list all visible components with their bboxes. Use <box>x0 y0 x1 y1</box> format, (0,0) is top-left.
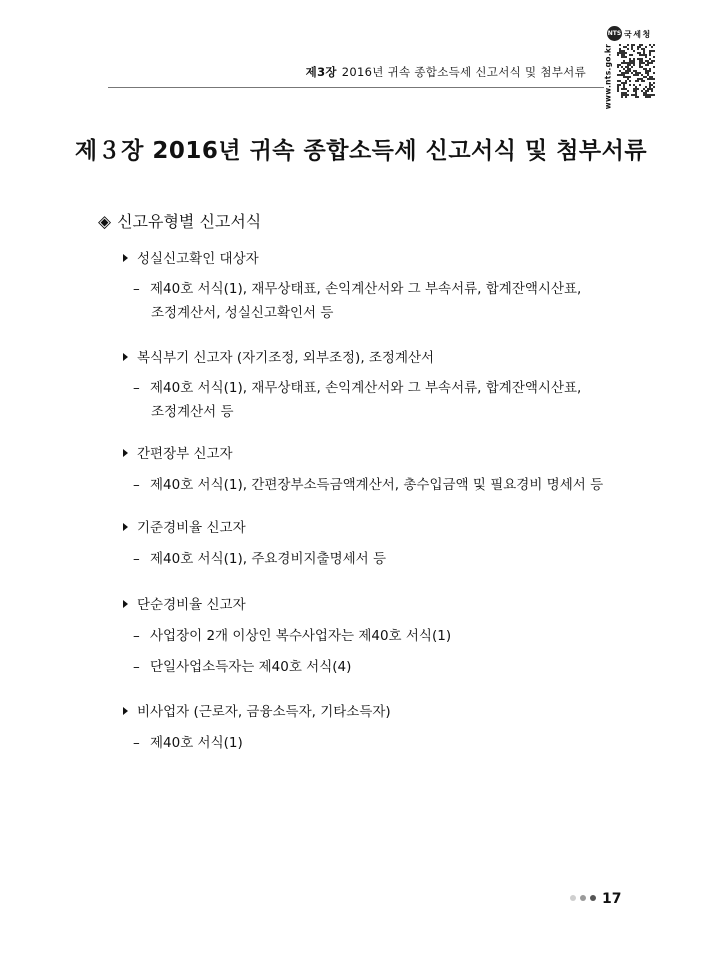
page-number: 17 <box>602 891 622 907</box>
item-label: 성실신고확인 대상자 <box>137 251 259 267</box>
qr-code-icon <box>617 44 655 98</box>
triangle-bullet-icon <box>123 254 128 262</box>
triangle-bullet-icon <box>123 449 128 457</box>
sub-item-text: 사업장이 2개 이상인 복수사업자는 제40호 서식(1) <box>150 628 452 644</box>
logo-name: 국세청 <box>624 30 652 39</box>
dash-bullet: – <box>133 477 140 493</box>
dash-bullet: – <box>133 551 140 567</box>
sub-item-text: 제40호 서식(1), 재무상태표, 손익계산서와 그 부속서류, 합계잔액시산표, <box>150 380 582 396</box>
sub-item <box>133 655 351 675</box>
dash-bullet: – <box>133 281 140 297</box>
sub-item-text: 제40호 서식(1) <box>150 735 243 751</box>
section-heading <box>98 209 261 232</box>
triangle-bullet-icon <box>123 707 128 715</box>
nts-logo <box>603 24 658 110</box>
dash-bullet: – <box>133 628 140 644</box>
sub-item-text: 제40호 서식(1), 주요경비지출명세서 등 <box>150 551 387 567</box>
sub-item <box>133 547 386 567</box>
sub-item-continuation: 조정계산서 등 <box>151 404 234 420</box>
list-item <box>123 247 259 267</box>
triangle-bullet-icon <box>123 353 128 361</box>
sub-item-text: 제40호 서식(1), 간편장부소득금액계산서, 총수입금액 및 필요경비 명세서 등 <box>150 477 604 493</box>
triangle-bullet-icon <box>123 523 128 531</box>
dash-bullet: – <box>133 659 140 675</box>
triangle-bullet-icon <box>123 600 128 608</box>
diamond-bullet-icon: ◈ <box>98 212 112 232</box>
dash-bullet: – <box>133 735 140 751</box>
sub-item <box>133 277 581 297</box>
sub-item-text: 제40호 서식(1), 재무상태표, 손익계산서와 그 부속서류, 합계잔액시산표, <box>150 281 582 297</box>
list-item <box>123 346 434 366</box>
sub-item <box>133 624 451 644</box>
logo-url: www.nts.go.kr <box>603 43 613 110</box>
dash-bullet: – <box>133 380 140 396</box>
pager-dot <box>570 895 576 901</box>
pager-dot <box>580 895 586 901</box>
pager-dot <box>590 895 596 901</box>
sub-item <box>133 376 581 396</box>
sub-item-text: 단일사업소득자는 제40호 서식(4) <box>150 659 352 675</box>
list-item <box>123 700 391 720</box>
section-title: 신고유형별 신고서식 <box>117 212 262 231</box>
item-label: 단순경비율 신고자 <box>137 597 246 613</box>
chapter-title: 제３장 2016년 귀속 종합소득세 신고서식 및 첨부서류 <box>74 138 648 164</box>
item-label: 복식부기 신고자 (자기조정, 외부조정), 조정계산서 <box>137 350 435 366</box>
list-item <box>123 516 246 536</box>
list-item <box>123 442 233 462</box>
nts-emblem-icon: NTS <box>607 26 622 41</box>
running-header <box>306 64 586 80</box>
item-label: 비사업자 (근로자, 금융소득자, 기타소득자) <box>137 704 391 720</box>
list-item <box>123 593 246 613</box>
header-title: 2016년 귀속 종합소득세 신고서식 및 첨부서류 <box>341 65 586 79</box>
page-indicator <box>570 888 621 907</box>
item-label: 간편장부 신고자 <box>137 446 233 462</box>
item-label: 기준경비율 신고자 <box>137 520 246 536</box>
sub-item <box>133 473 603 493</box>
sub-item <box>133 731 243 751</box>
sub-item-continuation: 조정계산서, 성실신고확인서 등 <box>151 305 334 321</box>
header-divider <box>108 87 604 88</box>
header-chapter-label: 제3장 <box>305 65 337 79</box>
